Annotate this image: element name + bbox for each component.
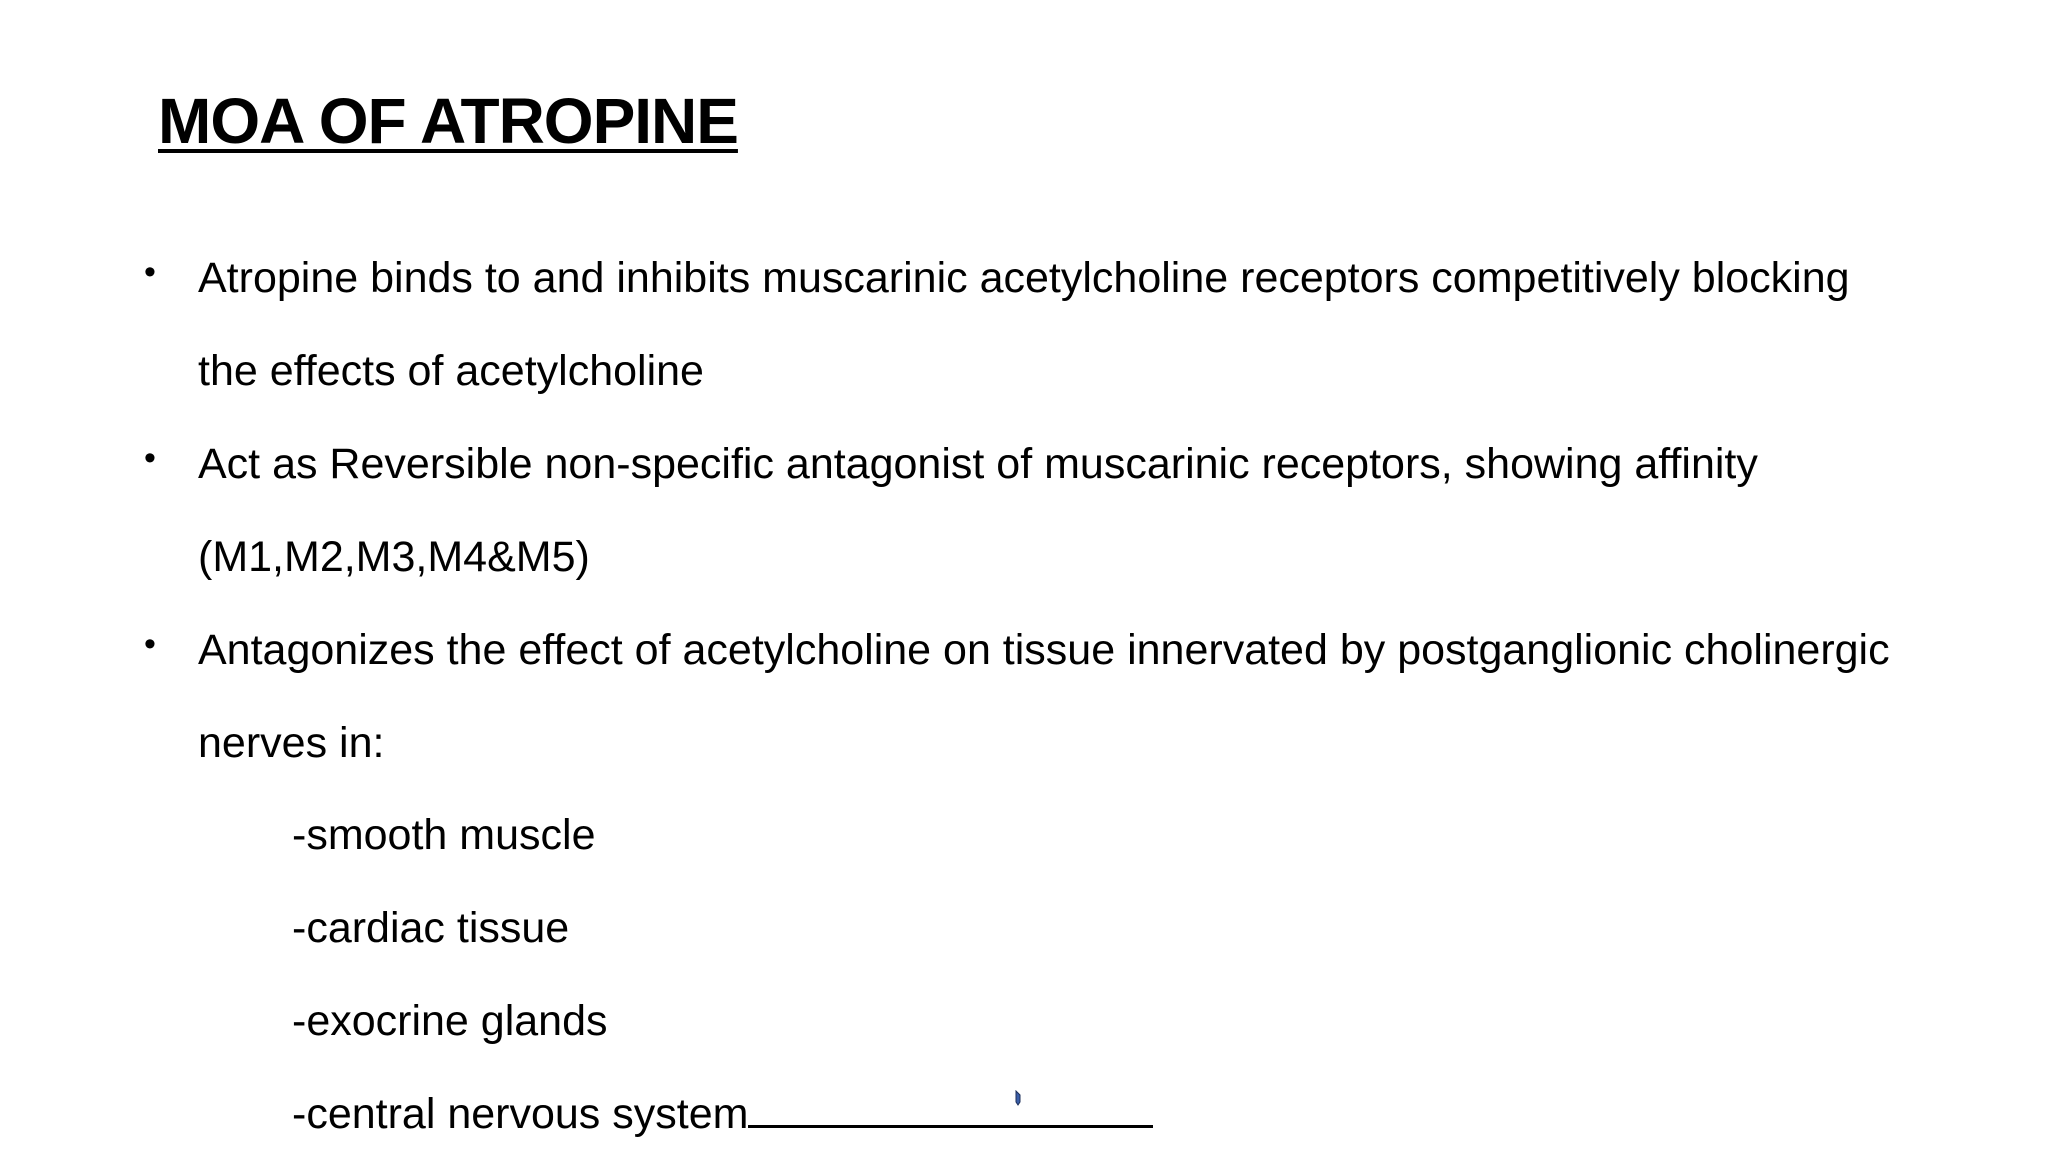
bullet-marker: • (144, 625, 156, 663)
bullet-text: Antagonizes the effect of acetylcholine on tissue innervated by postganglionic cholinergic nerves in: (198, 626, 1890, 767)
bullet-item (140, 604, 1900, 790)
bullet-marker: • (144, 439, 156, 477)
bullet-text: Atropine binds to and inhibits muscarinic acetylcholine receptors competitively blocking the effects of acetylcholine (198, 254, 1850, 395)
sub-item-text: -cardiac tissue (292, 904, 570, 952)
slide-title: MOA OF ATROPINE (158, 85, 738, 157)
bullet-list (140, 232, 1900, 790)
sub-item (292, 789, 1153, 882)
sub-item-text: -central nervous system (292, 1090, 749, 1138)
sub-list (292, 789, 1153, 1161)
bullet-item (140, 418, 1900, 604)
sub-item-text: -exocrine glands (292, 997, 608, 1045)
sub-item (292, 882, 1153, 975)
sub-item (292, 1068, 1153, 1161)
bullet-item (140, 232, 1900, 418)
bullet-marker: • (144, 253, 156, 291)
pen-cursor-icon (1013, 1090, 1023, 1106)
blank-underline (748, 1089, 1153, 1128)
bullet-text: Act as Reversible non-specific antagonist of muscarinic receptors, showing affinity (M1,M2,M3,M4&M5) (198, 440, 1758, 581)
sub-item (292, 975, 1153, 1068)
sub-item-text: -smooth muscle (292, 811, 596, 859)
